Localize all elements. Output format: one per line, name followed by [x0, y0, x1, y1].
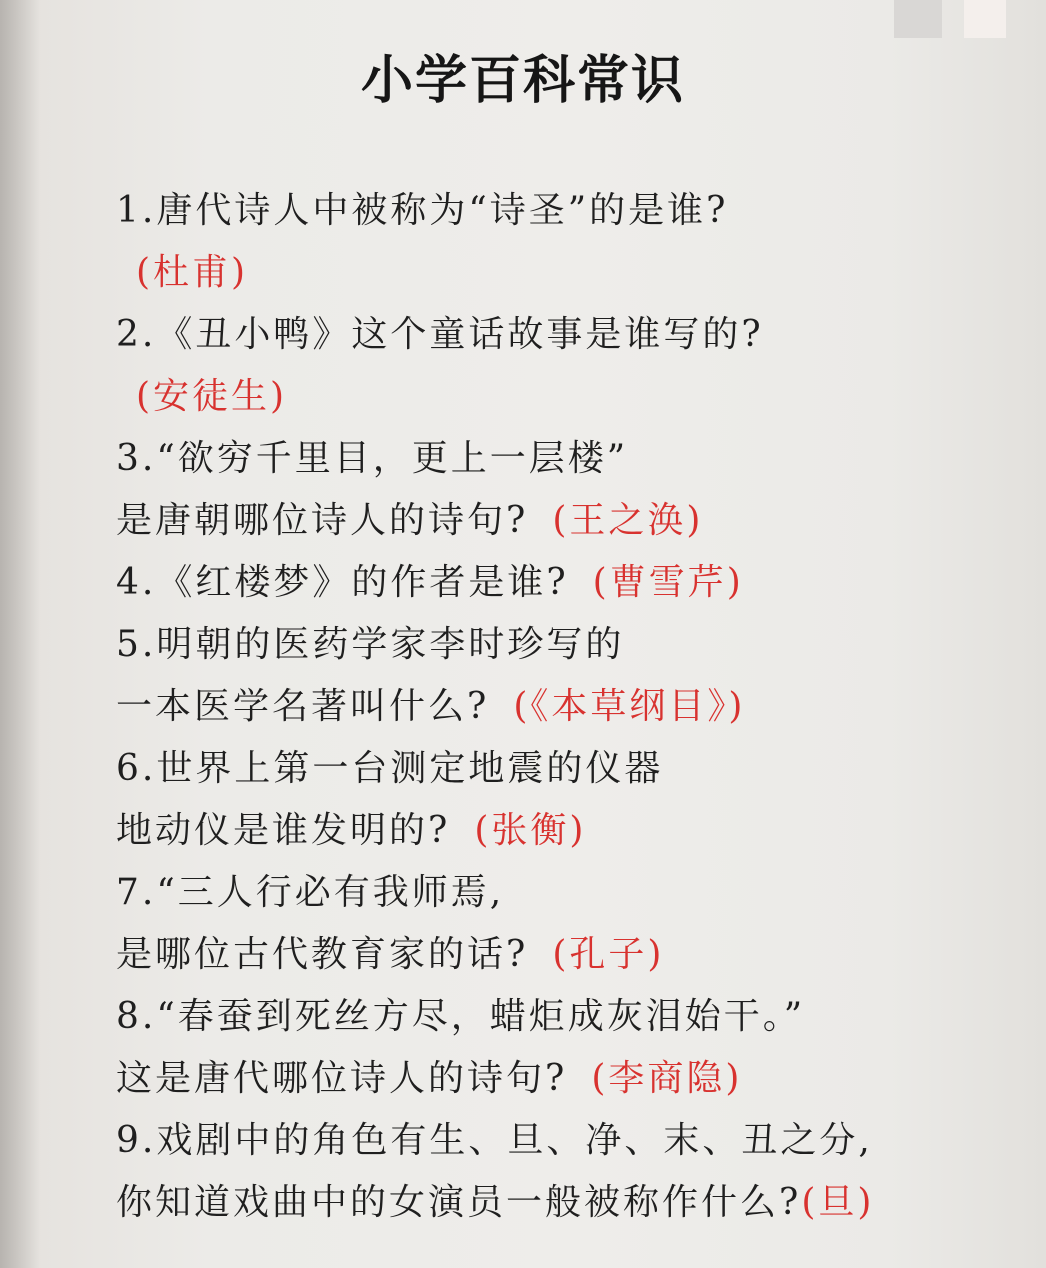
answer-7: (孔子) [552, 934, 665, 975]
question-7-line-2 [116, 924, 1016, 986]
question-3-line-1: 3.“欲穷千里目，更上一层楼” [116, 438, 629, 479]
answer-5: (《本草纲目》) [513, 686, 746, 727]
answer-6: (张衡) [474, 810, 587, 851]
question-8-line-2 [116, 1048, 1016, 1110]
question-list [116, 180, 1016, 1234]
page-binding-shadow [0, 0, 40, 1268]
question-7-line-1: 7.“三人行必有我师焉, [116, 872, 505, 913]
question-8-line-1: 8.“春蚕到死丝方尽，蜡炬成灰泪始干。” [116, 996, 806, 1037]
answer-1: (杜甫) [136, 252, 249, 293]
question-4-text: 4.《红楼梦》的作者是谁? [116, 562, 569, 603]
question-2-line-1: 2.《丑小鸭》这个童话故事是谁写的? [116, 314, 764, 355]
question-9-text: 你知道戏曲中的女演员一般被称作什么? [116, 1182, 802, 1223]
answer-9: (旦) [801, 1182, 875, 1223]
question-4-line-1 [116, 552, 1016, 614]
answer-3: (王之涣) [552, 500, 704, 541]
question-6-line-1: 6.世界上第一台测定地震的仪器 [116, 748, 664, 789]
question-1-line-1: 1.唐代诗人中被称为“诗圣”的是谁? [116, 190, 729, 231]
question-5-text: 一本医学名著叫什么? [116, 686, 490, 727]
question-5-line-2 [116, 676, 1016, 738]
question-7-text: 是哪位古代教育家的话? [116, 934, 529, 975]
answer-2: (安徒生) [136, 376, 288, 417]
question-6-text: 地动仪是谁发明的? [116, 810, 451, 851]
question-9-line-2 [116, 1172, 1016, 1234]
answer-8: (李商隐) [591, 1058, 743, 1099]
question-8-text: 这是唐代哪位诗人的诗句? [116, 1058, 568, 1099]
question-3-text: 是唐朝哪位诗人的诗句? [116, 500, 529, 541]
question-9-line-1: 9.戏剧中的角色有生、旦、净、末、丑之分, [116, 1120, 873, 1161]
question-3-line-2 [116, 490, 1016, 552]
corner-watermark [894, 0, 1006, 38]
page-title: 小学百科常识 [360, 51, 685, 111]
answer-4: (曹雪芹) [592, 562, 744, 603]
question-5-line-1: 5.明朝的医药学家李时珍写的 [116, 624, 625, 665]
question-6-line-2 [116, 800, 1016, 862]
